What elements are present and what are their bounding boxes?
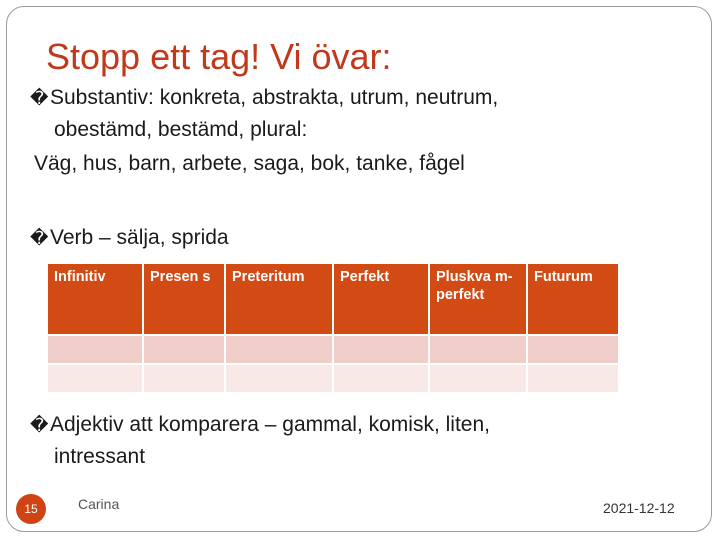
table-row [47, 335, 619, 364]
bullet-verb [30, 226, 229, 250]
header-cell: Pluskva m- perfekt [429, 263, 527, 335]
table-cell[interactable] [143, 364, 225, 393]
bullet-glyph: � [30, 88, 49, 108]
verb-line: Verb – sälja, sprida [50, 226, 229, 249]
table-cell[interactable] [527, 335, 619, 364]
footer-date: 2021-12-12 [603, 500, 675, 516]
header-cell: Presen s [143, 263, 225, 335]
header-cell: Perfekt [333, 263, 429, 335]
header-cell: Preteritum [225, 263, 333, 335]
adjektiv-line1: Adjektiv att komparera – gammal, komisk, liten, [50, 413, 490, 436]
bullet-adjektiv [30, 413, 490, 437]
table-cell[interactable] [47, 335, 143, 364]
table-cell[interactable] [429, 364, 527, 393]
bullet-substantiv [30, 86, 498, 110]
table-cell[interactable] [225, 335, 333, 364]
verb-table [46, 262, 620, 394]
header-cell: Futurum [527, 263, 619, 335]
header-cell: Infinitiv [47, 263, 143, 335]
table-cell[interactable] [333, 364, 429, 393]
bullet-glyph: � [30, 228, 49, 248]
table-cell[interactable] [527, 364, 619, 393]
table-row [47, 364, 619, 393]
adjektiv-line2: intressant [54, 445, 146, 468]
table-cell[interactable] [225, 364, 333, 393]
bullet-glyph: � [30, 415, 49, 435]
table-cell[interactable] [333, 335, 429, 364]
table-cell[interactable] [47, 364, 143, 393]
page-number-badge: 15 [16, 494, 46, 524]
table-header-row [47, 263, 619, 335]
table-cell[interactable] [429, 335, 527, 364]
substantiv-line1: Substantiv: konkreta, abstrakta, utrum, neutrum, [50, 86, 499, 109]
footer-author: Carina [78, 496, 120, 512]
substantiv-examples: Väg, hus, barn, arbete, saga, bok, tanke, fågel [34, 152, 465, 175]
table-cell[interactable] [143, 335, 225, 364]
substantiv-line2: obestämd, bestämd, plural: [54, 118, 308, 141]
slide-title: Stopp ett tag! Vi övar: [46, 36, 392, 77]
